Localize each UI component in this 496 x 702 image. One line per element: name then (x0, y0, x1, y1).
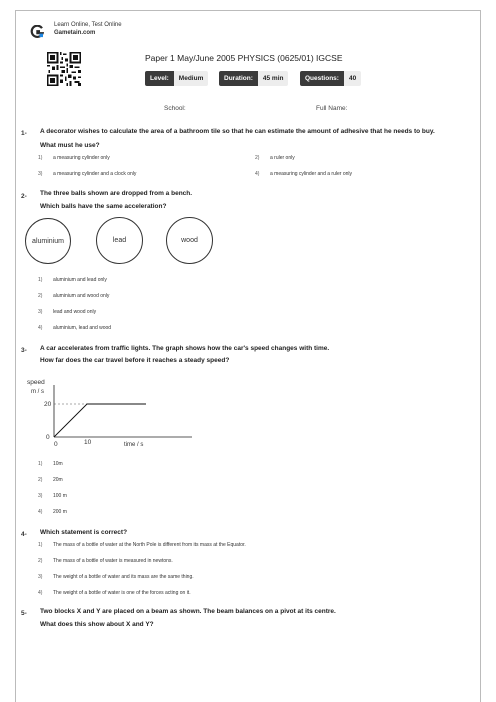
question-3-text-line2: How far does the car travel before it reaches a steady speed? (40, 357, 230, 364)
q1-option-2[interactable]: a ruler only (270, 155, 295, 161)
q2-option-1-number: 1) (38, 277, 43, 283)
graph-x-tick-10: 10 (84, 439, 92, 446)
graph-ylabel-speed: speed (27, 379, 45, 386)
question-5-text: Two blocks X and Y are placed on a beam as shown. The beam balances on a pivot at its centre. (40, 608, 336, 615)
level-value: Medium (174, 71, 209, 86)
graph-speed-line (54, 404, 146, 437)
q1-option-2-number: 2) (255, 155, 260, 161)
graph-origin-y: 0 (46, 434, 50, 441)
q4-option-2[interactable]: The mass of a bottle of water is measured in newtons. (53, 558, 173, 564)
q2-option-1[interactable]: aluminium and lead only (53, 277, 107, 283)
question-2-text-line2: Which balls have the same acceleration? (40, 203, 167, 210)
q2-option-4[interactable]: aluminium, lead and wood (53, 325, 112, 331)
q4-option-1-number: 1) (38, 542, 43, 548)
q4-option-2-number: 2) (38, 558, 43, 564)
q4-option-4-number: 4) (38, 590, 43, 596)
question-4-number: 4- (21, 531, 27, 538)
paper-title: Paper 1 May/June 2005 PHYSICS (0625/01) IGCSE (145, 53, 343, 63)
q3-option-4-number: 4) (38, 509, 43, 515)
q3-option-3-number: 3) (38, 493, 43, 499)
q2-option-3-number: 3) (38, 309, 43, 315)
qr-code-icon (47, 52, 81, 86)
question-1-text: A decorator wishes to calculate the area of a bathroom tile so that he can estimate the amount of adhesive that he needs to buy. (40, 128, 435, 135)
question-5-text-line2: What does this show about X and Y? (40, 621, 154, 628)
ball-wood-label: wood (181, 237, 198, 244)
speed-time-graph (20, 375, 210, 450)
q2-option-2-number: 2) (38, 293, 43, 299)
level-badge (145, 71, 208, 86)
q4-option-1[interactable]: The mass of a bottle of water at the North Pole is different from its mass at the Equator. (53, 542, 246, 548)
question-4-text: Which statement is correct? (40, 529, 128, 536)
question-3-text: A car accelerates from traffic lights. The graph shows how the car's speed changes with time. (40, 345, 330, 352)
graph-ylabel-unit: m / s (31, 389, 44, 395)
graph-y-tick-20: 20 (44, 401, 52, 408)
question-1-number: 1- (21, 130, 27, 137)
q3-option-3[interactable]: 100 m (53, 493, 67, 499)
q1-option-4-number: 4) (255, 171, 260, 177)
ball-lead (96, 217, 143, 264)
q3-option-2-number: 2) (38, 477, 43, 483)
q3-option-1-number: 1) (38, 461, 43, 467)
ball-wood (166, 217, 213, 264)
q3-option-4[interactable]: 200 m (53, 509, 67, 515)
school-label: School: (164, 105, 186, 112)
duration-key: Duration: (219, 71, 258, 86)
q1-option-4[interactable]: a measuring cylinder and a ruler only (270, 171, 352, 177)
q1-option-3[interactable]: a measuring cylinder and a clock only (53, 171, 137, 177)
q2-option-3[interactable]: lead and wood only (53, 309, 97, 315)
q1-option-3-number: 3) (38, 171, 43, 177)
page-frame (15, 10, 481, 702)
ball-aluminium (25, 218, 71, 264)
ball-aluminium-label: aluminium (32, 237, 64, 245)
graph-xlabel: time / s (124, 442, 144, 448)
full-name-label: Full Name: (316, 105, 348, 112)
questions-key: Questions: (300, 71, 344, 86)
duration-badge (219, 71, 288, 86)
q3-option-2[interactable]: 20m (53, 477, 63, 483)
q1-option-1[interactable]: a measuring cylinder only (53, 155, 110, 161)
ball-lead-label: lead (112, 237, 127, 244)
question-2-text: The three balls shown are dropped from a bench. (40, 190, 193, 197)
q4-option-3[interactable]: The weight of a bottle of water and its mass are the same thing. (53, 574, 194, 580)
duration-value: 45 min (258, 71, 289, 86)
q2-option-2[interactable]: aluminium and wood only (53, 293, 110, 299)
graph-origin-x: 0 (54, 441, 58, 448)
q2-option-4-number: 4) (38, 325, 43, 331)
question-1-text-line2: What must he use? (40, 142, 100, 149)
brand-tagline: Learn Online, Test Online (54, 22, 122, 28)
questions-value: 40 (344, 71, 361, 86)
question-2-number: 2- (21, 193, 27, 200)
questions-badge (300, 71, 361, 86)
level-key: Level: (145, 71, 174, 86)
question-3-number: 3- (21, 347, 27, 354)
gametain-logo-icon (30, 25, 44, 39)
brand-site[interactable]: Gametain.com (54, 30, 96, 36)
q4-option-4[interactable]: The weight of a bottle of water is one of the forces acting on it. (53, 590, 191, 596)
question-5-number: 5- (21, 610, 27, 617)
q3-option-1[interactable]: 10m (53, 461, 63, 467)
q1-option-1-number: 1) (38, 155, 43, 161)
q4-option-3-number: 3) (38, 574, 43, 580)
